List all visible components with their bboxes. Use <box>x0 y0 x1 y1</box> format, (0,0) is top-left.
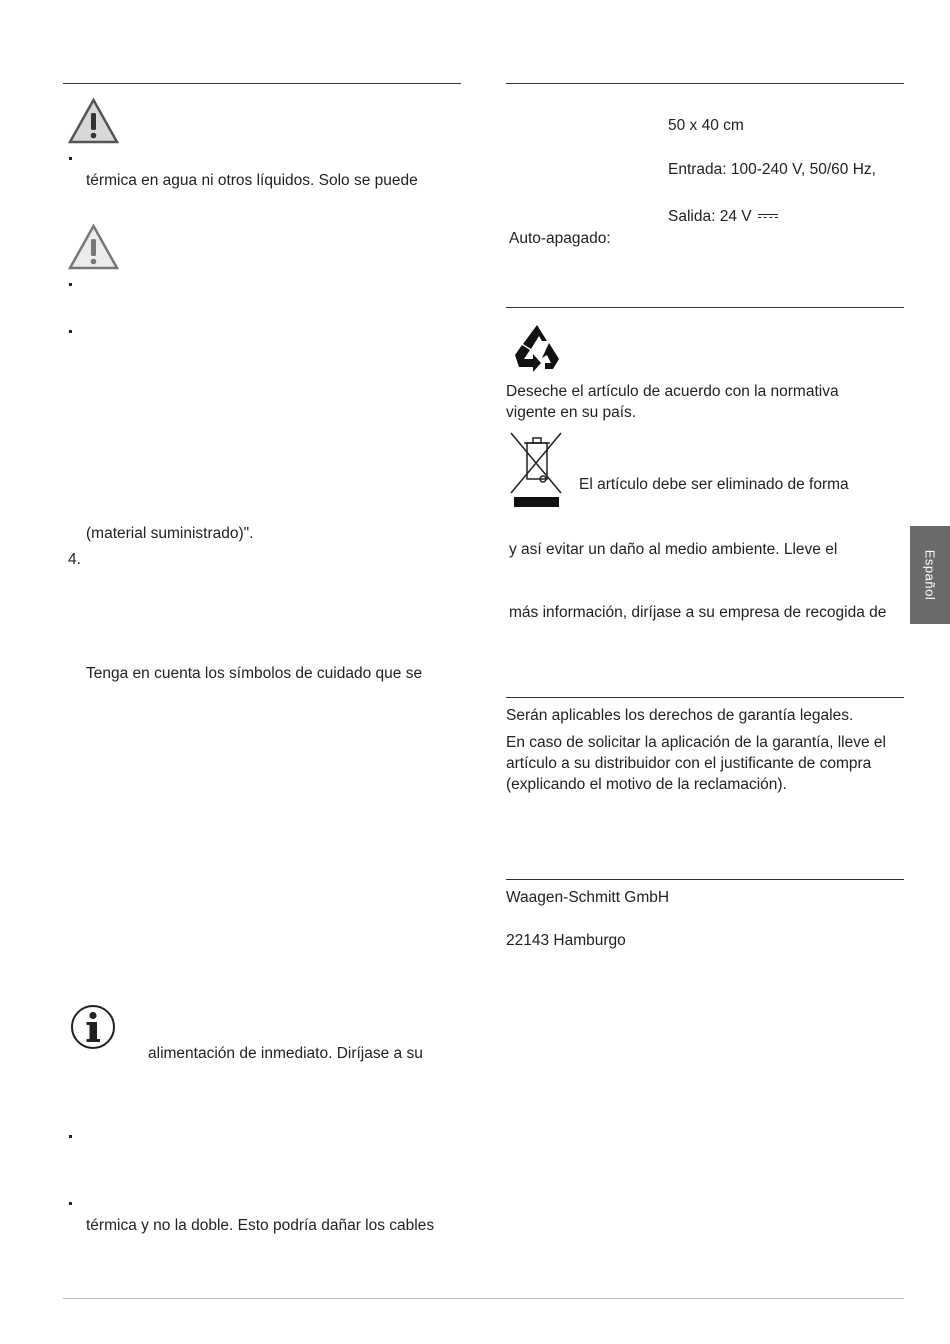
crossed-bin-icon <box>509 431 565 509</box>
disposal-rule <box>506 307 904 308</box>
step-number: 4. <box>68 551 81 568</box>
spec-input: Entrada: 100-240 V, 50/60 Hz, <box>668 161 876 178</box>
bullet-marker <box>69 330 72 333</box>
environment-line: y así evitar un daño al medio ambiente. Lleve el <box>509 541 838 558</box>
text-line: térmica y no la doble. Esto podría dañar los cables <box>86 1217 435 1234</box>
text-line: (material suministrado)". <box>86 525 254 542</box>
language-tab-label: Español <box>922 549 938 601</box>
warranty-rule <box>506 697 904 698</box>
spec-output-text: Salida: 24 V <box>668 208 752 225</box>
footer-rule <box>63 1298 904 1299</box>
manufacturer-rule <box>506 879 904 880</box>
manufacturer-company: Waagen-Schmitt GmbH <box>506 889 670 906</box>
bullet-marker <box>69 1135 72 1138</box>
text-line: Tenga en cuenta los símbolos de cuidado que se <box>86 665 423 682</box>
dc-symbol-icon <box>758 214 778 220</box>
warning-triangle-icon <box>68 98 119 144</box>
warning-triangle-icon <box>68 224 119 270</box>
language-tab <box>910 526 950 624</box>
recycle-icon <box>509 323 565 375</box>
warranty-line-2: En caso de solicitar la aplicación de la garantía, lleve el artículo a su distribuidor con el justificante de compra (explicando el motivo de la reclamación). <box>506 734 886 793</box>
text-line: térmica en agua ni otros líquidos. Solo se puede <box>86 172 418 189</box>
bullet-marker <box>69 283 72 286</box>
manufacturer-city: 22143 Hamburgo <box>506 932 626 949</box>
spec-size: 50 x 40 cm <box>668 117 744 134</box>
left-top-rule <box>63 83 461 84</box>
text-line: alimentación de inmediato. Diríjase a su <box>148 1045 423 1062</box>
spec-output <box>668 208 778 226</box>
info-icon <box>70 1004 116 1050</box>
info-line: más información, diríjase a su empresa de recogida de <box>509 604 887 621</box>
bullet-marker <box>69 1202 72 1205</box>
weee-line: El artículo debe ser eliminado de forma <box>579 476 849 493</box>
spec-auto-off: Auto-apagado: <box>509 230 611 247</box>
bullet-marker <box>69 157 72 160</box>
warranty-line-1: Serán aplicables los derechos de garantía legales. <box>506 707 854 724</box>
disposal-text: Deseche el artículo de acuerdo con la normativa vigente en su país. <box>506 383 839 421</box>
right-top-rule <box>506 83 904 84</box>
